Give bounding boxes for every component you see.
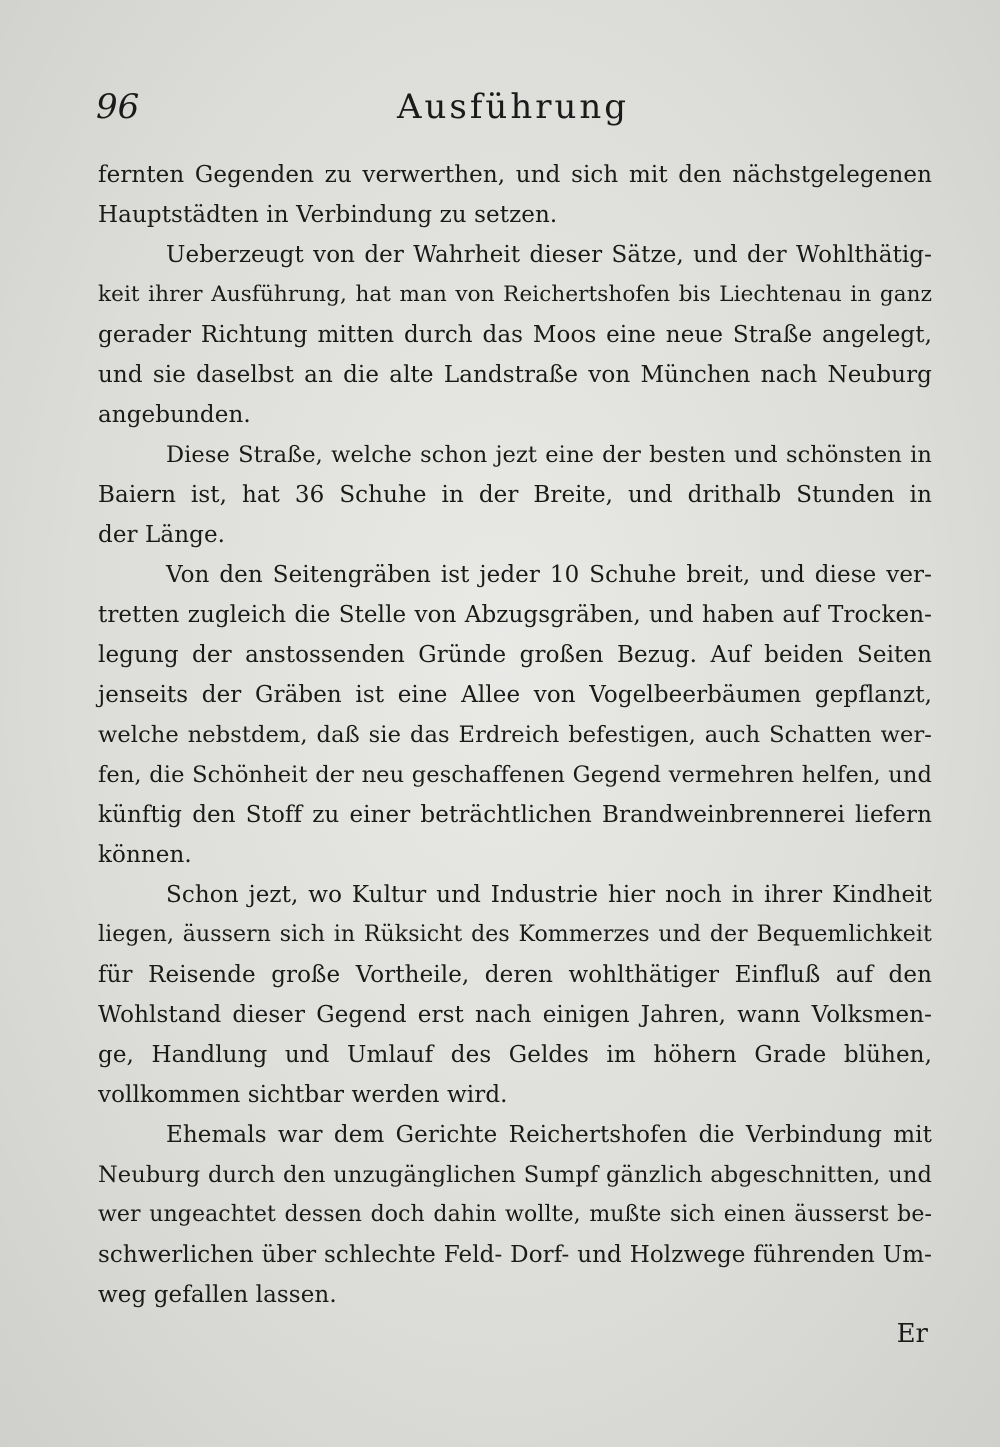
- text-line: Baiern ist, hat 36 Schuhe in der Breite, und drithalb Stunden in: [98, 482, 932, 508]
- text-line: fernten Gegenden zu verwerthen, und sich mit den nächstgelegenen: [98, 162, 932, 188]
- running-head: Ausführung: [396, 87, 630, 127]
- text-line: vollkommen sichtbar werden wird.: [98, 1082, 508, 1108]
- text-line: und sie daselbst an die alte Landstraße von München nach Neuburg: [98, 362, 932, 388]
- text-line: künftig den Stoff zu einer beträchtlichen Brandweinbrennerei liefern: [98, 802, 932, 828]
- text-line: keit ihrer Ausführung, hat man von Reichertshofen bis Liechtenau in ganz: [98, 282, 932, 307]
- text-line: Diese Straße, welche schon jezt eine der besten und schönsten in: [166, 442, 932, 468]
- text-line: legung der anstossenden Gründe großen Bezug. Auf beiden Seiten: [98, 642, 932, 668]
- text-line: Neuburg durch den unzugänglichen Sumpf gänzlich abgeschnitten, und: [98, 1162, 932, 1188]
- body-text: [98, 155, 932, 1315]
- text-line: Ueberzeugt von der Wahrheit dieser Sätze, und der Wohlthätig-: [166, 242, 932, 268]
- page-number: 96: [96, 87, 140, 127]
- catchword: Er: [896, 1319, 928, 1349]
- text-line: schwerlichen über schlechte Feld- Dorf- und Holzwege führenden Um-: [98, 1242, 932, 1268]
- text-line: für Reisende große Vortheile, deren wohlthätiger Einfluß auf den: [98, 962, 932, 988]
- page-header: [96, 82, 930, 132]
- text-line: ge, Handlung und Umlauf des Geldes im höhern Grade blühen,: [98, 1042, 932, 1068]
- text-line: können.: [98, 842, 192, 868]
- text-line: gerader Richtung mitten durch das Moos eine neue Straße angelegt,: [98, 322, 932, 348]
- text-line: Hauptstädten in Verbindung zu setzen.: [98, 202, 558, 228]
- text-line: Schon jezt, wo Kultur und Industrie hier noch in ihrer Kindheit: [166, 882, 932, 908]
- text-line: der Länge.: [98, 522, 226, 548]
- text-line: Ehemals war dem Gerichte Reichertshofen die Verbindung mit: [166, 1122, 932, 1148]
- text-line: Von den Seitengräben ist jeder 10 Schuhe breit, und diese ver-: [166, 562, 932, 588]
- text-line: Wohlstand dieser Gegend erst nach einigen Jahren, wann Volksmen-: [98, 1002, 932, 1028]
- text-line: tretten zugleich die Stelle von Abzugsgräben, und haben auf Trocken-: [98, 602, 932, 628]
- text-line: jenseits der Gräben ist eine Allee von Vogelbeerbäumen gepflanzt,: [98, 682, 932, 708]
- text-line: liegen, äussern sich in Rüksicht des Kommerzes und der Bequemlichkeit: [98, 922, 932, 947]
- text-line: weg gefallen lassen.: [98, 1282, 337, 1308]
- text-line: welche nebstdem, daß sie das Erdreich befestigen, auch Schatten wer-: [98, 722, 932, 748]
- text-line: angebunden.: [98, 402, 251, 428]
- text-line: fen, die Schönheit der neu geschaffenen Gegend vermehren helfen, und: [98, 762, 932, 788]
- text-line: wer ungeachtet dessen doch dahin wollte, mußte sich einen äusserst be-: [98, 1202, 932, 1227]
